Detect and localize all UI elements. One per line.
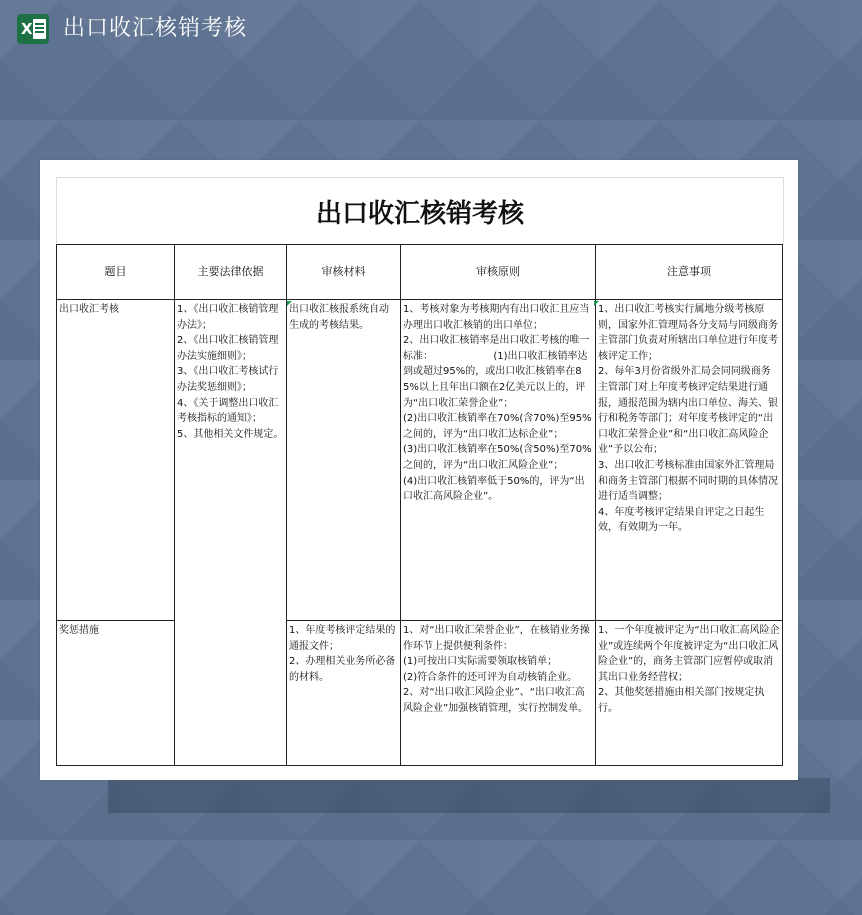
table-row: [57, 300, 783, 621]
table-row: [57, 621, 783, 766]
excel-icon-letter: X: [21, 20, 33, 38]
header-notes: 注意事项: [596, 245, 783, 300]
cell-topic[interactable]: 奖惩措施: [57, 621, 175, 766]
cell-materials[interactable]: 1、年度考核评定结果的通报文件； 2、办理相关业务所必备的材料。: [287, 621, 401, 766]
cell-notes[interactable]: 1、出口收汇考核实行属地分级考核原则，国家外汇管理局各分支局与同级商务主管部门负责对所辖出口单位进行年度考核评定工作； 2、每年3月份省级外汇局会同同级商务主管部门对上年度考核评定结果进行通报，通报范围为辖内出口单位、海关、银行和税务等部门；对年度考核评定的“出口收汇荣誉企业”和“出口收汇高风险企业”予以公布； 3、出口收汇考核标准由国家外汇管理局和商务主管部门根据不同时期的具体情况进行适当调整； 4、年度考核评定结果自评定之日起生效，有效期为一年。: [596, 300, 783, 621]
excel-icon: [17, 14, 49, 44]
cell-notes[interactable]: 1、一个年度被评定为“出口收汇高风险企业”或连续两个年度被评定为“出口收汇风险企业”的，商务主管部门应暂停或取消其出口业务经营权； 2、其他奖惩措施由相关部门按规定执行。: [596, 621, 783, 766]
title-bar: [0, 0, 862, 60]
assessment-table: [56, 244, 783, 766]
header-materials: 审核材料: [287, 245, 401, 300]
excel-sheet-glyph: [33, 19, 46, 39]
cell-comment-marker: [287, 301, 292, 306]
window-title: 出口收汇核销考核: [63, 16, 248, 41]
cell-law[interactable]: 1、《出口收汇核销管理办法》； 2、《出口收汇核销管理办法实施细则》； 3、《出口收汇考核试行办法奖惩细则》； 4、《关于调整出口收汇考核指标的通知》； 5、其他相关文件规定。: [175, 300, 287, 766]
cell-materials[interactable]: 出口收汇核报系统自动生成的考核结果。: [287, 300, 401, 621]
sheet-title: 出口收汇核销考核: [56, 177, 784, 245]
header-law: 主要法律依据: [175, 245, 287, 300]
cell-comment-marker: [594, 301, 599, 306]
cell-principles[interactable]: 1、对“出口收汇荣誉企业”，在核销业务操作环节上提供便利条件： (1)可按出口实际需要领取核销单； (2)符合条件的还可评为自动核销企业。 2、对“出口收汇风险企业”、“出口收汇高风险企业”加强核销管理，实行控制发单。: [401, 621, 596, 766]
paper-shadow: [108, 778, 830, 813]
cell-topic[interactable]: 出口收汇考核: [57, 300, 175, 621]
header-row: [57, 245, 783, 300]
document-page: [40, 160, 798, 780]
header-principles: 审核原则: [401, 245, 596, 300]
header-topic: 题目: [57, 245, 175, 300]
cell-principles[interactable]: 1、考核对象为考核期内有出口收汇且应当办理出口收汇核销的出口单位； 2、出口收汇核销率是出口收汇考核的唯一标准： (1)出口收汇核销率达到或超过95%的，或出口收汇核销率在85%以上且年出口额在2亿美元以上的，评为“出口收汇荣誉企业”； (2)出口收汇核销率在70%(含70%)至95%之间的，评为“出口收汇达标企业”； (3)出口收汇核销率在50%(含50%)至70%之间的，评为“出口收汇风险企业”； (4)出口收汇核销率低于50%的，评为“出口收汇高风险企业”。: [401, 300, 596, 621]
